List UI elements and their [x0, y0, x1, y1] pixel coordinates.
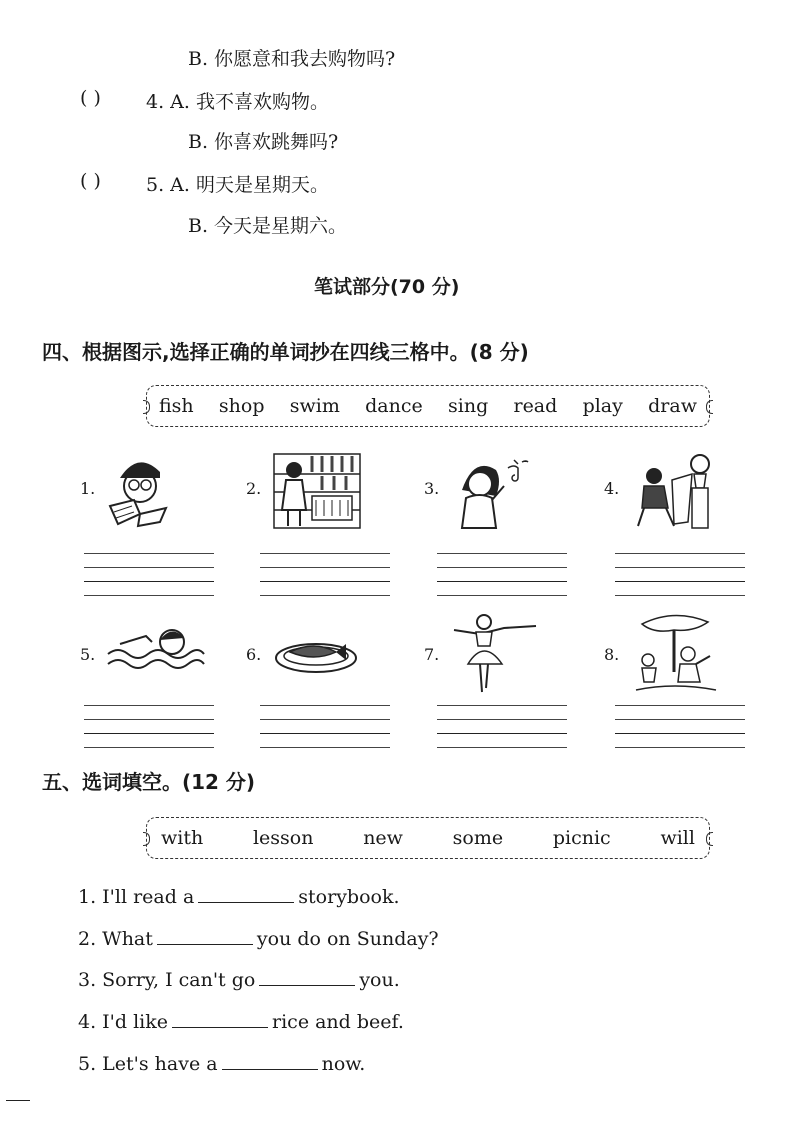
boy-reading-book-icon: [104, 452, 172, 528]
section4-word-bank: [146, 385, 710, 427]
boy-swimming-icon: [106, 624, 206, 672]
answer-blank[interactable]: [157, 926, 253, 945]
item-number: 8.: [604, 645, 620, 664]
word-bank-item: new: [363, 827, 403, 849]
answer-blank[interactable]: [172, 1009, 268, 1028]
word-bank-item: picnic: [552, 827, 611, 849]
girl-shopping-icon: [272, 452, 362, 530]
word-bank-item: sing: [448, 395, 489, 417]
four-line-grid[interactable]: [84, 705, 214, 747]
word-bank-item: lesson: [252, 827, 314, 849]
q4-answer-paren[interactable]: ( ): [80, 87, 101, 109]
word-bank-item: some: [452, 827, 504, 849]
word-bank-item: fish: [159, 395, 194, 417]
four-line-grid[interactable]: [84, 553, 214, 595]
q4-option-a: 4. A. 我不喜欢购物。: [146, 91, 329, 113]
q5-option-a: 5. A. 明天是星期天。: [146, 174, 329, 196]
item-number: 1.: [80, 479, 96, 498]
written-part-title: 笔试部分(70 分): [314, 276, 460, 298]
four-line-grid[interactable]: [615, 553, 745, 595]
item-number: 2.: [246, 479, 262, 498]
q5-option-b: B. 今天是星期六。: [188, 215, 348, 237]
item-number: 3.: [424, 479, 440, 498]
boy-drawing-icon: [634, 452, 718, 530]
q3-option-b: B. 你愿意和我去购物吗?: [188, 48, 396, 70]
page-corner-mark: [6, 1100, 30, 1101]
item-number: 6.: [246, 645, 262, 664]
answer-blank[interactable]: [222, 1051, 318, 1070]
section4-title: 四、根据图示,选择正确的单词抄在四线三格中。(8 分): [42, 340, 529, 364]
word-bank-item: dance: [365, 395, 423, 417]
girl-singing-icon: [452, 456, 532, 532]
four-line-grid[interactable]: [260, 553, 390, 595]
word-bank-item: will: [660, 827, 695, 849]
item-number: 7.: [424, 645, 440, 664]
girl-dancing-icon: [452, 612, 538, 694]
children-playing-icon: [634, 612, 718, 694]
answer-blank[interactable]: [198, 884, 294, 903]
fill-sentence: 3. Sorry, I can't go you.: [78, 969, 400, 991]
item-number: 5.: [80, 645, 96, 664]
four-line-grid[interactable]: [260, 705, 390, 747]
four-line-grid[interactable]: [437, 705, 567, 747]
answer-blank[interactable]: [259, 967, 355, 986]
four-line-grid[interactable]: [437, 553, 567, 595]
fish-on-plate-icon: [274, 632, 358, 674]
fill-sentence: 2. What you do on Sunday?: [78, 928, 439, 950]
four-line-grid[interactable]: [615, 705, 745, 747]
word-bank-item: swim: [289, 395, 340, 417]
word-bank-item: with: [161, 827, 204, 849]
section5-title: 五、选词填空。(12 分): [42, 770, 256, 794]
fill-sentence: 4. I'd like rice and beef.: [78, 1011, 404, 1033]
word-bank-item: read: [513, 395, 558, 417]
q5-answer-paren[interactable]: ( ): [80, 170, 101, 192]
word-bank-item: play: [582, 395, 623, 417]
fill-sentence: 1. I'll read a storybook.: [78, 886, 400, 908]
word-bank-item: draw: [648, 395, 697, 417]
fill-sentence: 5. Let's have a now.: [78, 1053, 366, 1075]
item-number: 4.: [604, 479, 620, 498]
word-bank-item: shop: [218, 395, 265, 417]
section5-word-bank: [146, 817, 710, 859]
q4-option-b: B. 你喜欢跳舞吗?: [188, 131, 339, 153]
